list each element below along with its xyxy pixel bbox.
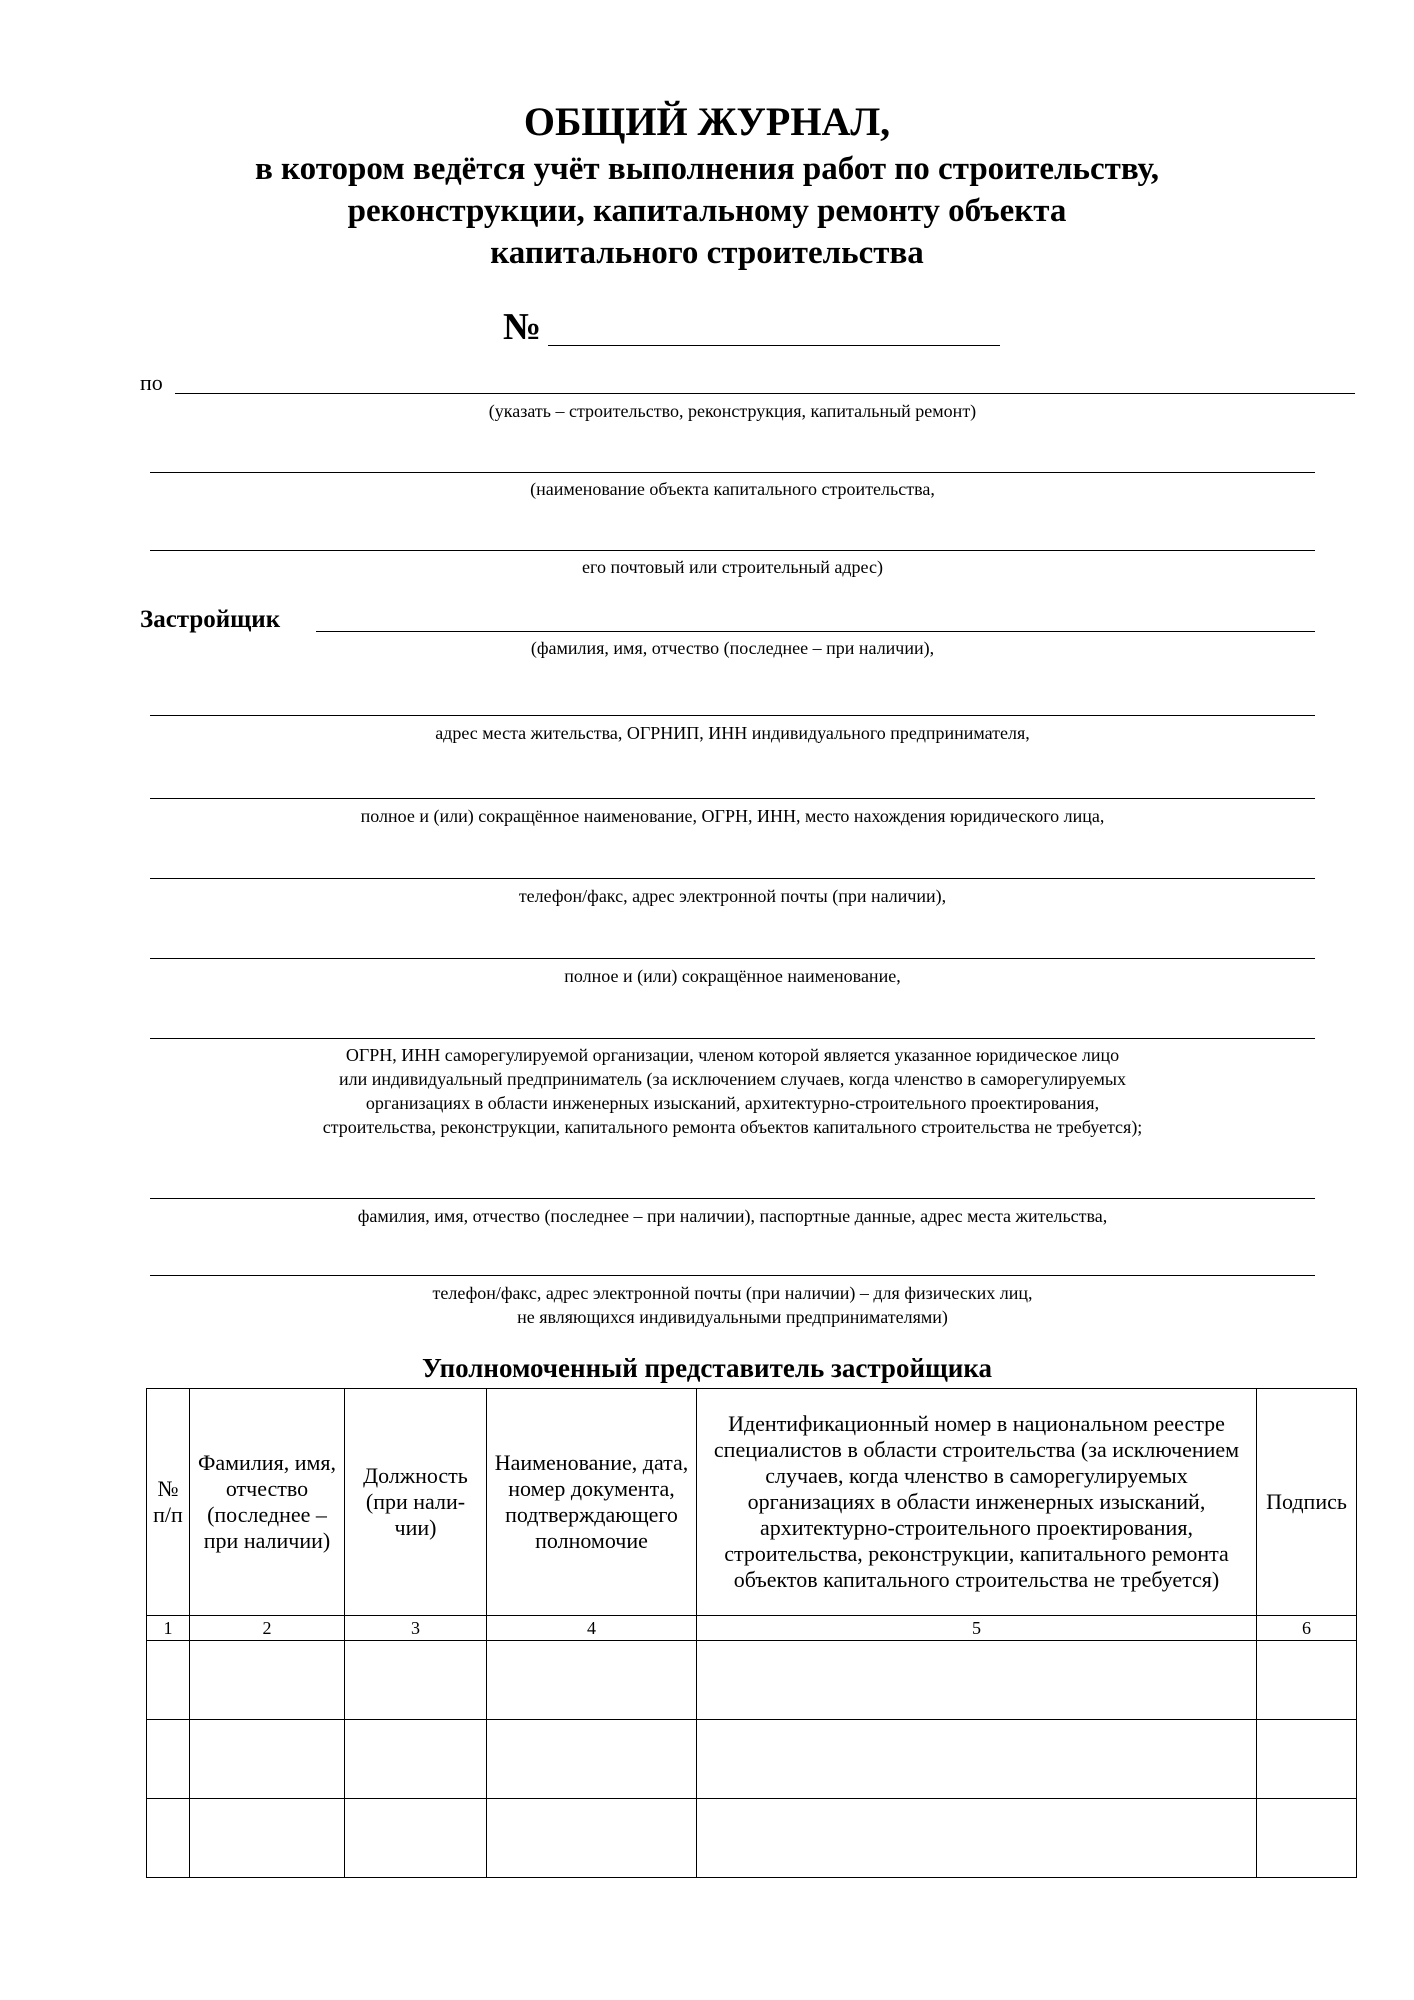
header-signature: Подпись	[1257, 1389, 1357, 1616]
header-number: № п/п	[147, 1389, 190, 1616]
po-label: по	[140, 370, 163, 395]
table-cell[interactable]	[487, 1799, 697, 1878]
table-cell[interactable]	[697, 1720, 1257, 1799]
caption-developer-name: (фамилия, имя, отчество (последнее – при наличии),	[530, 638, 935, 658]
caption-contacts: телефон/факс, адрес электронной почты (при наличии),	[518, 886, 947, 906]
column-number: 4	[487, 1616, 697, 1641]
table-cell[interactable]	[147, 1799, 190, 1878]
column-number: 2	[190, 1616, 345, 1641]
table-cell[interactable]	[697, 1799, 1257, 1878]
header-authority-document: Наименование, дата, номер документа, подтверждающего полномочие	[487, 1389, 697, 1616]
column-number: 6	[1257, 1616, 1357, 1641]
caption-object-address: его почтовый или строительный адрес)	[582, 557, 883, 577]
column-number: 1	[147, 1616, 190, 1641]
table-cell[interactable]	[147, 1641, 190, 1720]
table-cell[interactable]	[1257, 1799, 1357, 1878]
table-cell[interactable]	[345, 1720, 487, 1799]
caption-sro-line-3: организациях в области инженерных изысканий, архитектурно-строительного проектирования,	[365, 1093, 1100, 1113]
developer-label: Застройщик	[140, 606, 281, 633]
table-cell[interactable]	[190, 1641, 345, 1720]
object-name-field[interactable]	[150, 472, 1315, 473]
caption-sro-line-4: строительства, реконструкции, капитального ремонта объектов капитального строительства не требуется);	[322, 1117, 1143, 1137]
column-number-row	[147, 1616, 1357, 1641]
header-full-name: Фамилия, имя, отчество (последнее – при наличии)	[190, 1389, 345, 1616]
table-cell[interactable]	[345, 1799, 487, 1878]
table-row	[147, 1641, 1357, 1720]
page-subtitle-line-2: реконструкции, капитальному ремонту объекта	[347, 193, 1067, 229]
sro-name-field[interactable]	[150, 958, 1315, 959]
developer-address-field[interactable]	[150, 715, 1315, 716]
page-subtitle-line-1: в котором ведётся учёт выполнения работ по строительству,	[254, 151, 1160, 187]
work-type-field[interactable]	[175, 393, 1355, 394]
table-cell[interactable]	[190, 1720, 345, 1799]
caption-individual-line-2: телефон/факс, адрес электронной почты (при наличии) – для физических лиц,	[432, 1283, 1033, 1303]
header-position: Должность (при нали-чии)	[345, 1389, 487, 1616]
contacts-field[interactable]	[150, 878, 1315, 879]
caption-object-name: (наименование объекта капитального строительства,	[530, 479, 935, 499]
table-header-row	[147, 1389, 1357, 1616]
table-cell[interactable]	[345, 1641, 487, 1720]
section-title: Уполномоченный представитель застройщика	[421, 1353, 993, 1383]
representative-table	[146, 1388, 1357, 1878]
journal-number-field[interactable]	[548, 345, 1000, 346]
caption-individual-line-1: фамилия, имя, отчество (последнее – при наличии), паспортные данные, адрес места жительства,	[357, 1206, 1108, 1226]
legal-entity-field[interactable]	[150, 798, 1315, 799]
caption-sro-line-2: или индивидуальный предприниматель (за исключением случаев, когда членство в саморегулируемых	[339, 1069, 1126, 1089]
table-cell[interactable]	[190, 1799, 345, 1878]
developer-name-field[interactable]	[316, 631, 1315, 632]
caption-legal-entity: полное и (или) сокращённое наименование, ОГРН, ИНН, место нахождения юридического лица,	[360, 806, 1105, 826]
caption-sro-name: полное и (или) сокращённое наименование,	[564, 966, 901, 986]
table-cell[interactable]	[1257, 1720, 1357, 1799]
table-cell[interactable]	[697, 1641, 1257, 1720]
table-cell[interactable]	[487, 1641, 697, 1720]
caption-work-type: (указать – строительство, реконструкция, капитальный ремонт)	[488, 401, 977, 421]
individual-contacts-field[interactable]	[150, 1275, 1315, 1276]
table-row	[147, 1799, 1357, 1878]
header-registry-id: Идентификационный номер в национальном реестре специалистов в области строительства (за исключением случаев, когда членство в саморегулируемых организациях в области инженерных изысканий, архитектурно-строительного проектирования, строительства, реконструкции, капитального ремонта объектов капитального строительства не требуется)	[697, 1389, 1257, 1616]
table-row	[147, 1720, 1357, 1799]
column-number: 5	[697, 1616, 1257, 1641]
journal-number-label: №	[503, 306, 542, 348]
table-cell[interactable]	[1257, 1641, 1357, 1720]
caption-developer-address: адрес места жительства, ОГРНИП, ИНН индивидуального предпринимателя,	[435, 723, 1030, 743]
sro-details-field[interactable]	[150, 1038, 1315, 1039]
caption-sro-line-1: ОГРН, ИНН саморегулируемой организации, членом которой является указанное юридическое лицо	[345, 1045, 1120, 1065]
individual-details-field[interactable]	[150, 1198, 1315, 1199]
page-subtitle-line-3: капитального строительства	[490, 235, 924, 271]
page-title: ОБЩИЙ ЖУРНАЛ,	[523, 99, 891, 144]
column-number: 3	[345, 1616, 487, 1641]
caption-individual-line-3: не являющихся индивидуальными предпринимателями)	[517, 1307, 948, 1327]
table-cell[interactable]	[147, 1720, 190, 1799]
table-cell[interactable]	[487, 1720, 697, 1799]
object-address-field[interactable]	[150, 550, 1315, 551]
